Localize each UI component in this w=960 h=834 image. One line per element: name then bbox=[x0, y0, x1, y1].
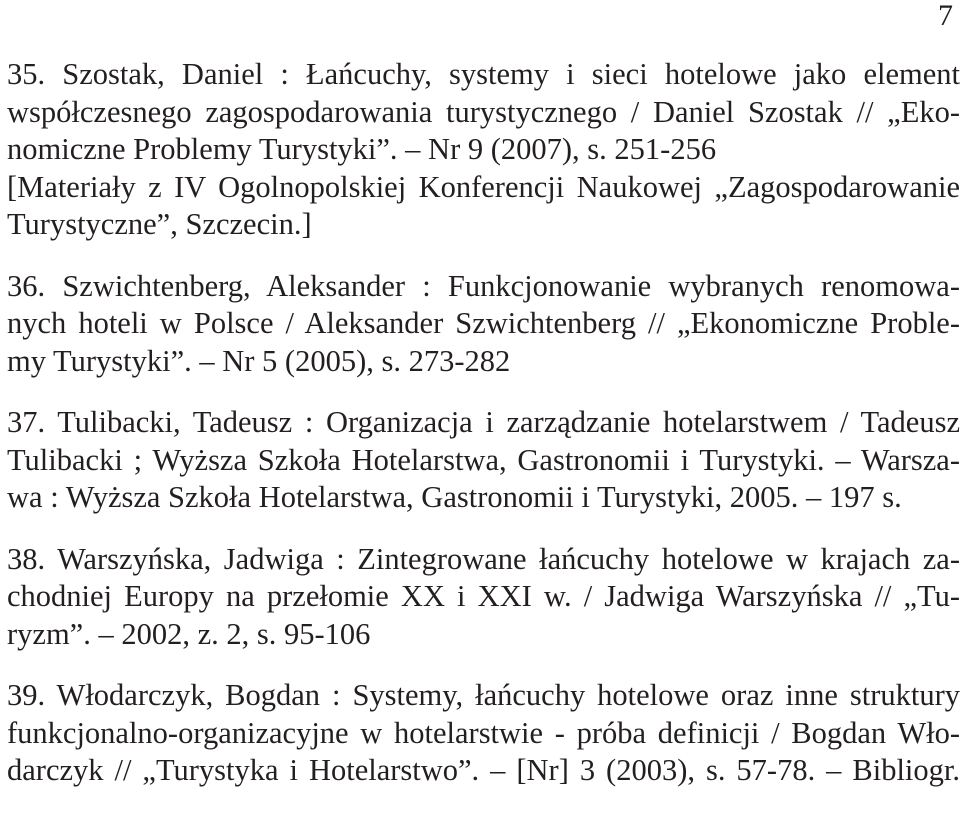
bibliography-entry-37 bbox=[7, 404, 960, 517]
entry-line: Tulibacki ; Wyższa Szkoła Hotelarstwa, Gastronomii i Turystyki. – Warsza- bbox=[7, 442, 960, 477]
entry-line: 37. Tulibacki, Tadeusz : Organizacja i zarządzanie hotelarstwem / Tadeusz bbox=[7, 405, 960, 439]
bibliography-entry-35 bbox=[7, 56, 960, 244]
entry-line: chodniej Europy na przełomie XX i XXI w. / Jadwiga Warszyńska // „Tu- bbox=[7, 579, 960, 613]
bibliography-entry-39 bbox=[7, 677, 960, 790]
entry-line: [Materiały z IV Ogolnopolskiej Konferencji Naukowej „Zagospodarowanie bbox=[7, 169, 960, 204]
entry-line: nych hoteli w Polsce / Aleksander Szwichtenberg // „Ekonomiczne Proble- bbox=[7, 306, 960, 340]
entry-line: my Turystyki”. – Nr 5 (2005), s. 273-282 bbox=[7, 343, 511, 378]
page-number: 7 bbox=[938, 0, 953, 32]
entry-line: 36. Szwichtenberg, Aleksander : Funkcjonowanie wybranych renomowa- bbox=[7, 268, 960, 303]
entry-line: Turystyczne”, Szczecin.] bbox=[7, 207, 312, 241]
entry-line: darczyk // „Turystyka i Hotelarstwo”. – [Nr] 3 (2003), s. 57-78. – Bibliogr. bbox=[7, 753, 960, 787]
bibliography-entry-38 bbox=[7, 541, 960, 654]
entry-line: wa : Wyższa Szkoła Hotelarstwa, Gastronomii i Turystyki, 2005. – 197 s. bbox=[7, 480, 902, 514]
entry-line: ryzm”. – 2002, z. 2, s. 95-106 bbox=[7, 616, 371, 651]
entry-line: 35. Szostak, Daniel : Łańcuchy, systemy i sieci hotelowe jako element bbox=[7, 57, 960, 91]
entry-line: 39. Włodarczyk, Bogdan : Systemy, łańcuchy hotelowe oraz inne struktury bbox=[7, 678, 960, 712]
entry-line: funkcjonalno-organizacyjne w hotelarstwie - próba definicji / Bogdan Wło- bbox=[7, 715, 960, 750]
entry-line: nomiczne Problemy Turystyki”. – Nr 9 (2007), s. 251-256 bbox=[7, 132, 717, 166]
bibliography-list bbox=[7, 56, 960, 814]
entry-line: współczesnego zagospodarowania turystycznego / Daniel Szostak // „Eko- bbox=[7, 94, 960, 129]
entry-line: 38. Warszyńska, Jadwiga : Zintegrowane łańcuchy hotelowe w krajach za- bbox=[7, 541, 960, 576]
bibliography-entry-36 bbox=[7, 268, 960, 381]
